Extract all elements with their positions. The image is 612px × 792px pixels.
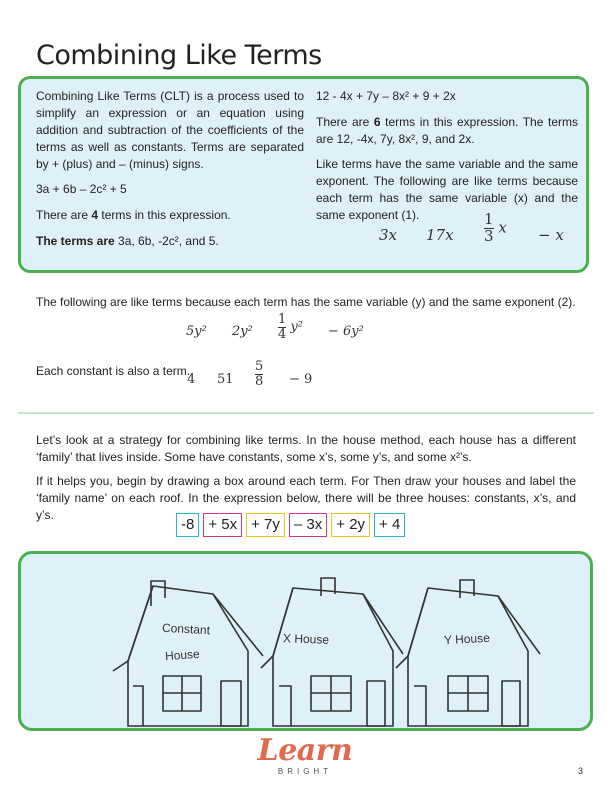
constant-2: 51 — [217, 372, 234, 387]
x-term-3: $\frac{1}{3}$ x — [484, 210, 507, 245]
term-box: + 2y — [331, 513, 370, 537]
logo-subtitle: BRIGHT — [277, 767, 333, 776]
y-term-2: 2y² — [232, 324, 253, 339]
term-box: – 3x — [289, 513, 327, 537]
constant-1: 4 — [187, 372, 196, 387]
term-box: + 7y — [246, 513, 285, 537]
y-like-terms-sentence: The following are like terms because each term has the same variable (y) and the same exponent (2). — [36, 295, 576, 309]
terms-list-1: The terms are 3a, 6b, -2c², and 5. — [36, 234, 219, 248]
house-x — [261, 578, 403, 726]
example-expression-1: 3a + 6b – 2c² + 5 — [36, 182, 127, 196]
example-expression-2: 12 - 4x + 7y – 8x² + 9 + 2x — [316, 89, 456, 103]
strategy-paragraph-2: If it helps you, begin by drawing a box around each term. For Then draw your houses and label the ‘family name’ on each roof. In the expression below, there will be three houses: constants, x’s, and y’s. — [36, 474, 576, 522]
x-term-4: − x — [538, 226, 564, 244]
term-count-2: There are 6 terms in this expression. The terms are 12, -4x, 7y, 8x², 9, and 2x. — [316, 115, 579, 146]
learn-bright-logo — [255, 735, 355, 787]
page-title: Combining Like Terms — [36, 40, 322, 71]
term-count-1: There are 4 terms in this expression. — [36, 208, 231, 222]
x-term-2: 17x — [426, 226, 454, 244]
term-box: -8 — [176, 513, 199, 537]
constant-3: $\frac{5}{8}$ — [255, 359, 264, 389]
house-y — [396, 580, 540, 726]
house-1-label-bottom: House — [164, 646, 201, 664]
intro-paragraph: Combining Like Terms (CLT) is a process used to simplify an expression or an equation using addition and subtraction of the coefficients of the terms as well as constants. Terms are separated by + (plus) and – (minus) signs. — [36, 89, 304, 171]
y-term-3: $\frac{1}{4}$ y² — [278, 312, 303, 342]
page-number: 3 — [578, 766, 584, 776]
x-term-1: 3x — [379, 226, 398, 244]
y-term-1: 5y² — [186, 324, 207, 339]
section-divider — [18, 412, 594, 414]
boxed-expression — [176, 513, 409, 537]
constants-sentence: Each constant is also a term. — [36, 364, 191, 378]
constant-4: − 9 — [289, 372, 313, 387]
logo-wordmark: Learn — [257, 733, 353, 768]
house-2-label: X House — [282, 631, 330, 647]
term-box: + 5x — [203, 513, 242, 537]
like-terms-explanation: Like terms have the same variable and the same exponent. The following are like terms because each term has the same variable (x) and the same exponent (1). — [316, 157, 578, 222]
strategy-paragraph-1: Let’s look at a strategy for combining like terms. In the house method, each house has a different ‘family’ that lives inside. Some have constants, some x’s, some y’s, and some x²’s. — [36, 433, 576, 464]
term-box: + 4 — [374, 513, 405, 537]
house-3-label: Y House — [443, 630, 491, 648]
y-term-4: − 6y² — [328, 324, 364, 339]
house-1-label-top: Constant — [161, 620, 211, 638]
